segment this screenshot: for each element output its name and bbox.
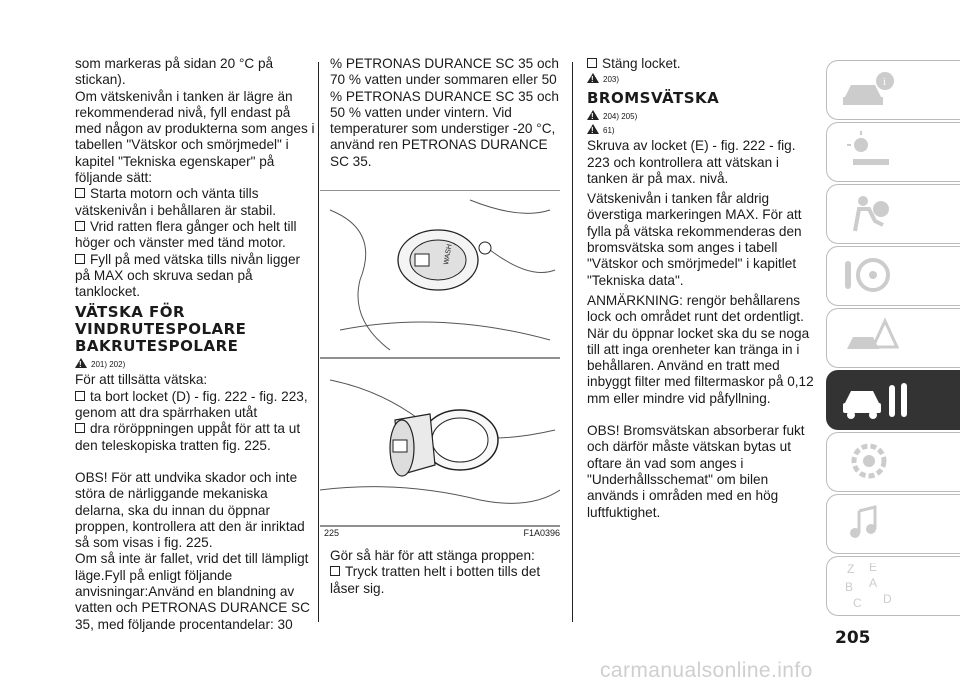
column-middle [330, 56, 562, 170]
warning-triangle-icon [839, 315, 899, 361]
figure-225 [320, 190, 560, 530]
column-right [587, 56, 817, 521]
figure-code: F1A0396 [523, 528, 560, 538]
bullet-item: Fyll på med vätska tills nivån ligger på MAX och skruva sedan på tanklocket. [75, 252, 315, 301]
svg-text:B: B [845, 580, 854, 594]
dashboard-lights-icon [839, 129, 899, 175]
bullet-item: Vrid ratten flera gånger och helt till höger och vänster med tänd motor. [75, 219, 315, 252]
bullet-item: Tryck tratten helt i botten tills det låser sig. [330, 564, 562, 597]
warning-refs: !61) [587, 124, 817, 137]
airbag-safety-icon [839, 191, 899, 237]
warning-refs: !203) [587, 73, 817, 86]
paragraph: % PETRONAS DURANCE SC 35 och 70 % vatten under sommaren eller 50 % PETRONAS DURANCE SC 35 och 50 % vatten under vintern. Vid temperaturer som understiger -20 °C, använd ren PETRONAS DURANCE SC 35. [330, 56, 559, 169]
paragraph: Om vätskenivån i tanken är lägre än rekommenderad nivå, fyll endast på med någon av produkterna som anges i tabellen "Vätskor och smörjmedel" i kapitel "Tekniska egenskaper" på följande sätt: [75, 88, 315, 186]
section-heading-washer: VÄTSKA FÖR VINDRUTESPOLARE BAKRUTESPOLARE [75, 303, 247, 356]
tab-car-info[interactable] [826, 60, 960, 120]
tab-emergency[interactable] [826, 308, 960, 368]
alphabetical-index-icon [839, 563, 919, 613]
warning-triangle-icon [75, 358, 87, 368]
bullet-item: Starta motorn och vänta tills vätskenivån i behållaren är stabil. [75, 186, 315, 219]
bullet-item: Stäng locket. [587, 56, 817, 72]
tab-technical-data[interactable] [826, 432, 960, 492]
section-heading-brake: BROMSVÄTSKA [587, 89, 720, 108]
warning-triangle-icon [587, 110, 599, 120]
svg-text:A: A [869, 576, 878, 590]
tab-multimedia[interactable] [826, 494, 960, 554]
warning-refs: !204) 205) [587, 110, 817, 123]
paragraph: OBS! För att undvika skador och inte störa de närliggande mekaniska delarna, ska du innan du öppnar proppen, kontrollera att den är inriktad så som visas i fig. 225. [75, 469, 305, 551]
car-maintenance-icon [839, 377, 919, 423]
cap-label: WASH [443, 243, 454, 266]
bullet-item: ta bort locket (D) - fig. 222 - fig. 223, genom att dra spärrhaken utåt [75, 389, 315, 422]
warning-triangle-icon [587, 73, 599, 83]
svg-text:Z: Z [847, 563, 855, 576]
warning-triangle-icon [587, 124, 599, 134]
paragraph: ANMÄRKNING: rengör behållarens lock och området runt det ordentligt. När du öppnar locket ska du se noga till att inga orenheter kan tränga in i behållaren. Använd en tratt med inbyggt filter med filtermaskor på 0,12 mm eller mindre vid påfyllning. [587, 292, 814, 406]
column-middle-bottom [330, 548, 562, 597]
steering-wheel-icon [839, 253, 899, 299]
column-left [75, 56, 315, 633]
paragraph: Vätskenivån i tanken får aldrig överstiga markeringen MAX. För att fylla på vätska rekommenderas den bromsvätska som anges i tabell "Vätskor och smörjmedel" i kapitlet "Tekniska data". [587, 191, 802, 288]
svg-text:C: C [853, 596, 862, 610]
tab-index[interactable] [826, 556, 960, 616]
tab-safety[interactable] [826, 184, 960, 244]
paragraph: OBS! Bromsvätskan absorberar fukt och därför måste vätskan bytas ut oftare än vad som anges i "Underhållsschemat" om bilen används i områden med en hög luftfuktighet. [587, 423, 805, 520]
paragraph: Om så inte är fallet, vrid det till lämpligt läge.Fyll på enligt följande anvisningar:Använd en blandning av vatten och PETRONAS DURANCE SC 35, med följande procentandelar: 30 [75, 551, 310, 632]
paragraph: som markeras på sidan 20 °C på stickan). [75, 56, 274, 88]
column-divider [318, 62, 319, 622]
footer-watermark: carmanualsonline.info [600, 659, 813, 682]
tab-maintenance[interactable] [826, 370, 960, 430]
technical-data-icon [839, 439, 899, 485]
svg-text:i: i [883, 76, 887, 88]
page-number: 205 [835, 628, 871, 648]
tab-dashboard[interactable] [826, 122, 960, 182]
column-divider [572, 62, 573, 622]
figure-number: 225 [324, 528, 340, 538]
car-info-icon [839, 67, 899, 113]
paragraph: Skruva av locket (E) - fig. 222 - fig. 223 och kontrollera att vätskan i tanken är på max. nivå. [587, 138, 796, 186]
multimedia-icon [839, 501, 899, 547]
paragraph: Gör så här för att stänga proppen: [330, 548, 535, 563]
bullet-item: dra röröppningen uppåt för att ta ut den teleskopiska tratten fig. 225. [75, 421, 315, 454]
svg-text:D: D [883, 592, 892, 606]
paragraph: För att tillsätta vätska: [75, 372, 208, 388]
warning-refs: !201) 202) [75, 358, 315, 371]
svg-text:E: E [869, 563, 878, 574]
tab-driving[interactable] [826, 246, 960, 306]
